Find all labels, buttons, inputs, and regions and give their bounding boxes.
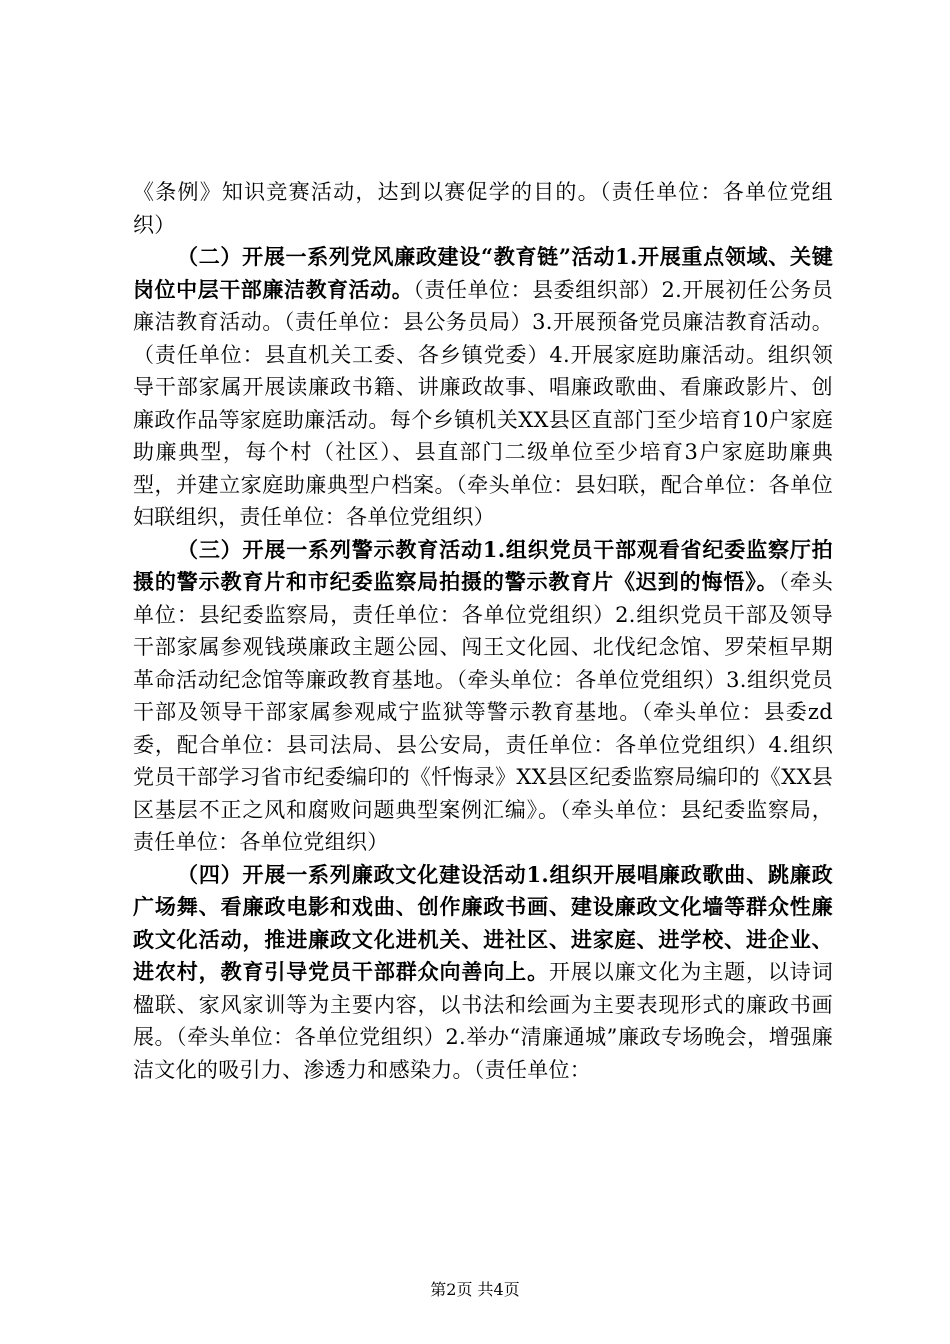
paragraph-4-text: 开展以廉文化为主题，以诗词楹联、家风家训等为主要内容，以书法和绘画为主要表现形式的廉政书画展。（牵头单位：各单位党组织）2.举办“清廉通城”廉政专场晚会，增强廉洁文化的吸引力、渗透力和感染力。（责任单位：	[133, 960, 834, 1082]
section-3-heading: （三）开展一系列警示教育活动1.组织党员干部观看省纪委监察厅拍摄的警示教育片和市纪委监察局拍摄的警示教育片《迟到的悔悟》。	[133, 536, 833, 594]
document-body	[133, 176, 833, 1086]
section-4-heading: （四）开展一系列廉政文化建设活动1.组织开展唱廉政歌曲、跳廉政广场舞、看廉政电影和戏曲、创作廉政书画、建设廉政文化墙等群众性廉政文化活动，推进廉政文化进机关、进社区、进家庭、进学校、进企业、进农村，教育引导党员干部群众向善向上。	[133, 861, 833, 984]
paragraph-2	[133, 241, 833, 534]
paragraph-1-text: 《条例》知识竞赛活动，达到以赛促学的目的。（责任单位：各单位党组织）	[133, 180, 833, 237]
paragraph-3	[133, 534, 833, 859]
paragraph-3-text: （牵头单位：县纪委监察局，责任单位：各单位党组织）2.组织党员干部及领导干部家属参观钱瑛廉政主题公园、闯王文化园、北伐纪念馆、罗荣桓早期革命活动纪念馆等廉政教育基地。（牵头单位：各单位党组织）3.组织党员干部及领导干部家属参观咸宁监狱等警示教育基地。（牵头单位：县委zd委，配合单位：县司法局、县公安局，责任单位：各单位党组织）4.组织党员干部学习省市纪委编印的《忏悔录》XX县区纪委监察局编印的《XX县区基层不正之风和腐败问题典型案例汇编》。（牵头单位：县纪委监察局，责任单位：各单位党组织）	[133, 570, 833, 854]
section-2-heading: （二）开展一系列党风廉政建设“教育链”活动1.开展重点领域、关键岗位中层干部廉洁教育活动。	[133, 244, 833, 302]
paragraph-1	[133, 176, 833, 241]
paragraph-4	[133, 859, 833, 1087]
paragraph-2-text: （责任单位：县委组织部）2.开展初任公务员廉洁教育活动。（责任单位：县公务员局）3.开展预备党员廉洁教育活动。（责任单位：县直机关工委、各乡镇党委）4.开展家庭助廉活动。组织领导干部家属开展读廉政书籍、讲廉政故事、唱廉政歌曲、看廉政影片、创廉政作品等家庭助廉活动。每个乡镇机关XX县区直部门至少培育10户家庭助廉典型，每个村（社区）、县直部门二级单位至少培育3户家庭助廉典型，并建立家庭助廉典型户档案。（牵头单位：县妇联，配合单位：各单位妇联组织，责任单位：各单位党组织）	[133, 277, 833, 529]
page-footer: 第2页 共4页	[430, 1280, 520, 1299]
